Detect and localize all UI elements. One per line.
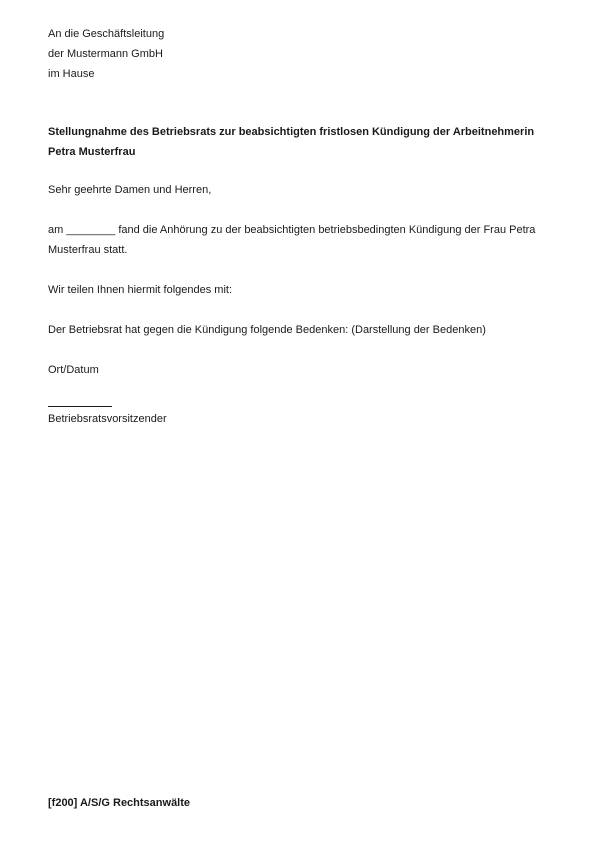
subject-line-1: Stellungnahme des Betriebsrats zur beabsichtigten fristlosen Kündigung der Arbeitnehmerin <box>48 126 535 138</box>
address-line-2: der Mustermann GmbH <box>48 48 163 60</box>
salutation: Sehr geehrte Damen und Herren, <box>48 184 212 196</box>
place-date-label: Ort/Datum <box>48 364 99 376</box>
subject-line-2: Petra Musterfrau <box>48 146 136 158</box>
notice-paragraph: Wir teilen Ihnen hiermit folgendes mit: <box>48 284 233 296</box>
hearing-paragraph-line-2: Musterfrau statt. <box>48 244 128 256</box>
signature-label: Betriebsratsvorsitzender <box>48 413 167 425</box>
address-line-1: An die Geschäftsleitung <box>48 28 165 40</box>
document-page <box>48 24 568 429</box>
concerns-paragraph: Der Betriebsrat hat gegen die Kündigung folgende Bedenken: (Darstellung der Bedenken) <box>48 324 486 336</box>
signature-line <box>48 406 112 407</box>
hearing-paragraph-line-1: am ________ fand die Anhörung zu der beabsichtigten betriebsbedingten Kündigung der Frau Petra <box>48 224 536 236</box>
recipient-address <box>48 24 568 84</box>
subject-heading <box>48 122 568 162</box>
document-footer: [f200] A/S/G Rechtsanwälte <box>48 797 191 809</box>
hearing-paragraph <box>48 220 568 260</box>
address-line-3: im Hause <box>48 68 95 80</box>
